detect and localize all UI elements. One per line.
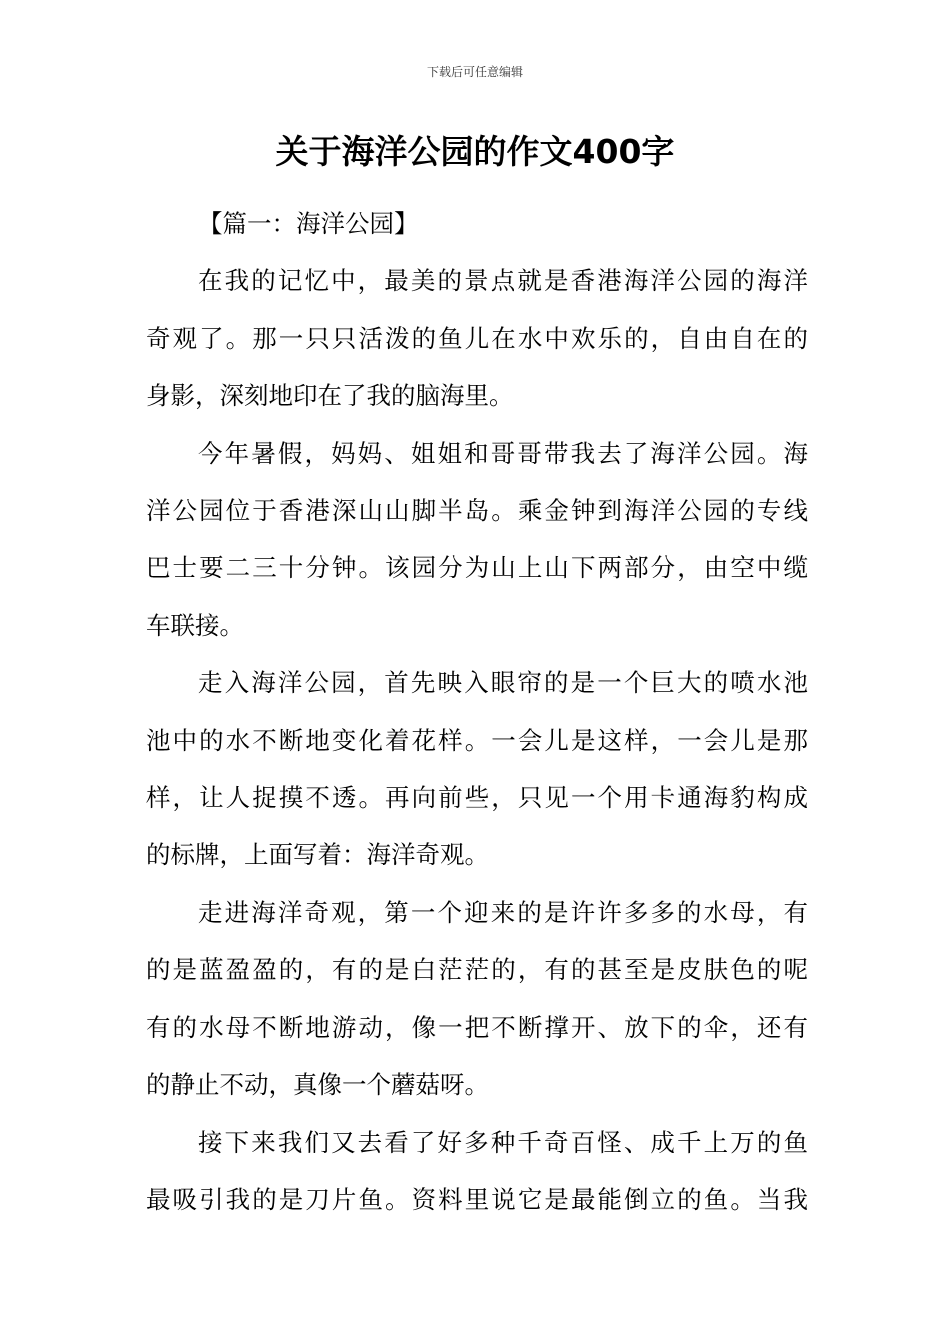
text-line: 的是蓝盈盈的，有的是白茫茫的，有的甚至是皮肤色的呢 — [146, 955, 808, 985]
text-line: 巴士要二三十分钟。该园分为山上山下两部分，由空中缆 — [146, 553, 808, 583]
text-line: 的静止不动，真像一个蘑菇呀。 — [146, 1070, 489, 1100]
text-line: 接下来我们又去看了好多种千奇百怪、成千上万的鱼 — [198, 1127, 808, 1157]
section-heading: 【篇一：海洋公园】 — [198, 209, 419, 238]
text-line: 奇观了。那一只只活泼的鱼儿在水中欢乐的，自由自在的 — [146, 323, 808, 353]
text-line: 在我的记忆中，最美的景点就是香港海洋公园的海洋 — [198, 266, 808, 296]
text-line: 今年暑假，妈妈、姐姐和哥哥带我去了海洋公园。海 — [198, 438, 808, 468]
paragraph-5 — [146, 1114, 808, 1229]
text-line: 池中的水不断地变化着花样。一会儿是这样，一会儿是那 — [146, 725, 808, 755]
text-line: 的标牌，上面写着：海洋奇观。 — [146, 840, 489, 870]
text-line: 车联接。 — [146, 610, 244, 640]
text-line: 走入海洋公园，首先映入眼帘的是一个巨大的喷水池 — [198, 668, 808, 698]
text-line: 有的水母不断地游动，像一把不断撑开、放下的伞，还有 — [146, 1012, 808, 1042]
text-line: 最吸引我的是刀片鱼。资料里说它是最能倒立的鱼。当我 — [146, 1184, 808, 1214]
paragraph-3 — [146, 654, 808, 884]
text-line: 身影，深刻地印在了我的脑海里。 — [146, 381, 514, 411]
essay-body — [146, 195, 808, 1228]
paragraph-2 — [146, 425, 808, 655]
paragraph-4 — [146, 884, 808, 1114]
paragraph-1 — [146, 252, 808, 424]
text-line: 走进海洋奇观，第一个迎来的是许许多多的水母，有 — [198, 897, 808, 927]
text-line: 样，让人捉摸不透。再向前些，只见一个用卡通海豹构成 — [146, 783, 808, 813]
text-line: 洋公园位于香港深山山脚半岛。乘金钟到海洋公园的专线 — [146, 496, 808, 526]
header-note: 下载后可任意编辑 — [426, 65, 523, 79]
document-title: 关于海洋公园的作文400字 — [275, 132, 675, 171]
